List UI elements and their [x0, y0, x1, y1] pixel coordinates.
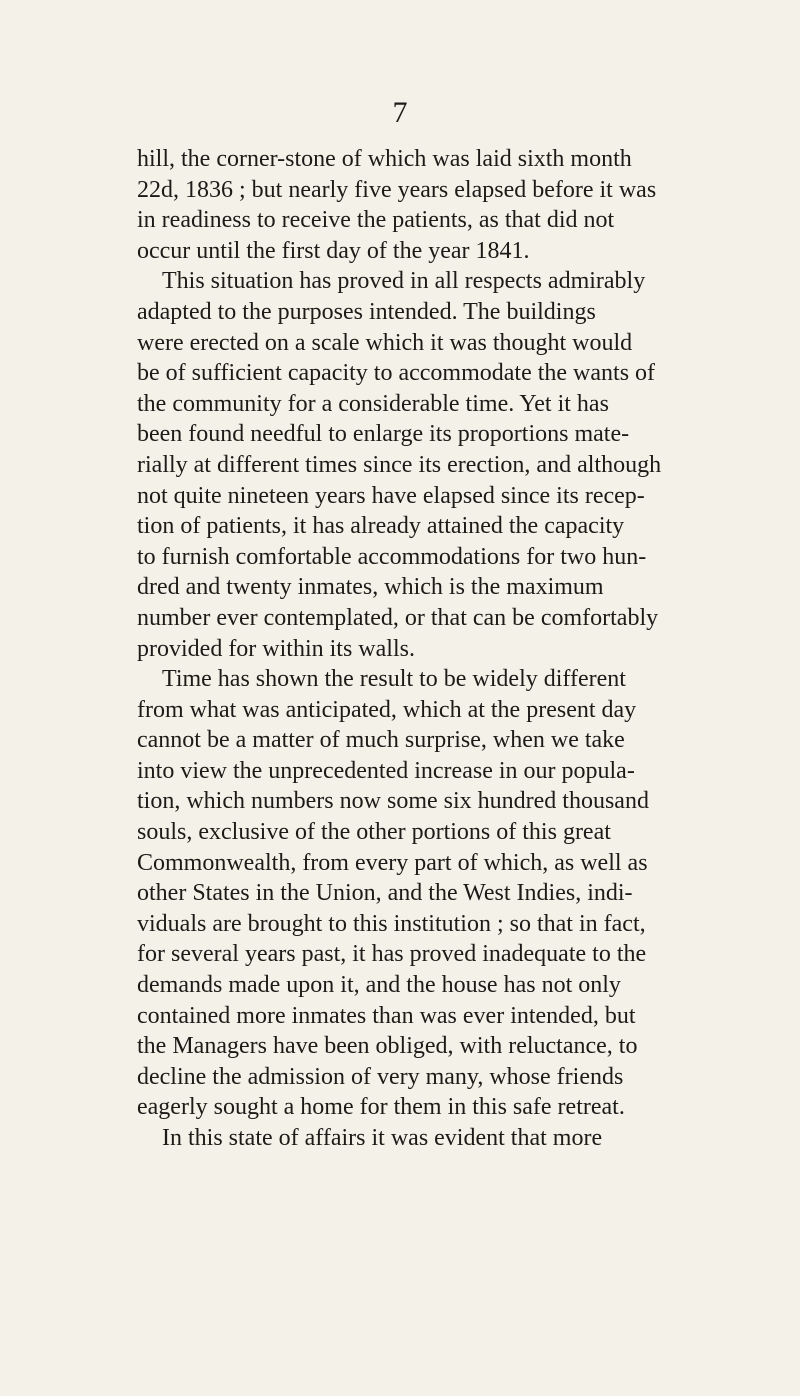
text-line: 22d, 1836 ; but nearly five years elapsed before it was [137, 176, 657, 203]
text-line: in readiness to receive the patients, as that did not [137, 207, 615, 234]
text-line: not quite nineteen years have elapsed since its recep- [137, 482, 645, 509]
body-text [137, 144, 797, 1154]
text-line: to furnish comfortable accommodations for two hun- [137, 543, 647, 570]
text-line: Commonwealth, from every part of which, as well as [137, 849, 648, 876]
text-line: provided for within its walls. [137, 635, 415, 662]
text-line: decline the admission of very many, whose friends [137, 1063, 624, 1090]
text-line: other States in the Union, and the West Indies, indi- [137, 880, 633, 907]
text-line: for several years past, it has proved inadequate to the [137, 941, 647, 968]
text-line: souls, exclusive of the other portions of this great [137, 819, 611, 846]
text-line: into view the unprecedented increase in our popula- [137, 757, 635, 784]
text-line: been found needful to enlarge its proportions mate- [137, 421, 630, 448]
text-line: demands made upon it, and the house has not only [137, 972, 621, 999]
paragraph-start-line: Time has shown the result to be widely different [162, 666, 626, 693]
text-line: were erected on a scale which it was thought would [137, 329, 633, 356]
paragraph-start-line: In this state of affairs it was evident that more [162, 1125, 603, 1151]
paragraph-start-line: This situation has proved in all respects admirably [162, 268, 646, 295]
text-line: from what was anticipated, which at the present day [137, 696, 637, 723]
text-line: the community for a considerable time. Yet it has [137, 390, 609, 417]
text-line: cannot be a matter of much surprise, when we take [137, 727, 625, 754]
text-line: adapted to the purposes intended. The buildings [137, 298, 596, 325]
text-line: hill, the corner-stone of which was laid sixth month [137, 146, 632, 172]
text-line: viduals are brought to this institution ; so that in fact, [137, 910, 646, 937]
text-line: rially at different times since its erection, and although [137, 451, 662, 478]
text-line: tion, which numbers now some six hundred thousand [137, 788, 649, 815]
text-line: number ever contemplated, or that can be comfortably [137, 604, 659, 631]
text-line: the Managers have been obliged, with reluctance, to [137, 1033, 638, 1060]
text-line: occur until the first day of the year 1841. [137, 237, 530, 264]
page-number: 7 [392, 96, 408, 129]
text-line: eagerly sought a home for them in this safe retreat. [137, 1094, 625, 1121]
text-line: contained more inmates than was ever intended, but [137, 1002, 636, 1029]
text-line: tion of patients, it has already attained the capacity [137, 513, 625, 540]
text-line: be of sufficient capacity to accommodate the wants of [137, 360, 656, 387]
text-line: dred and twenty inmates, which is the maximum [137, 574, 604, 601]
